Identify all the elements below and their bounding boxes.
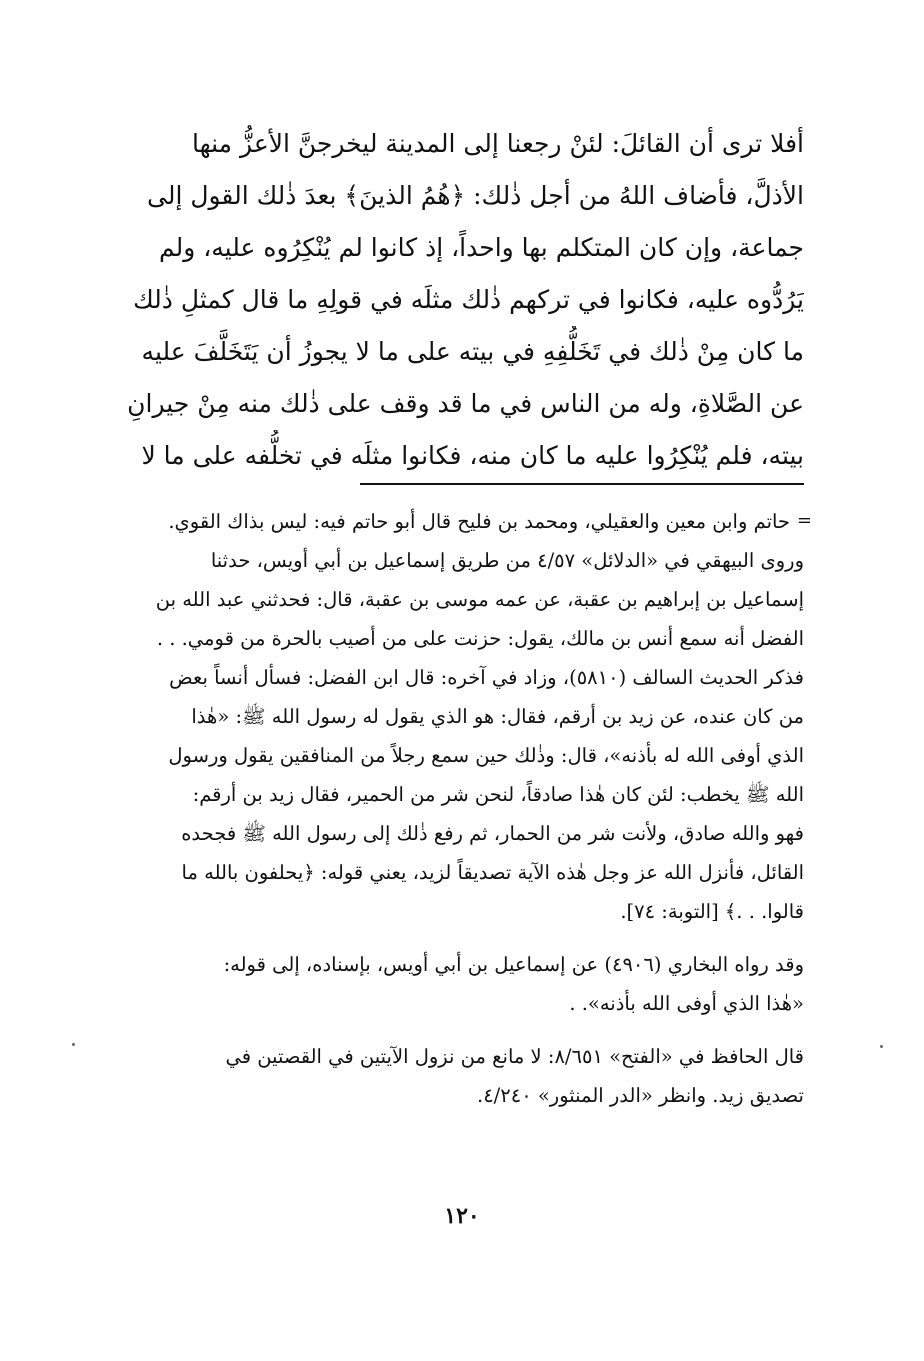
footnote-line: القائل، فأنزل الله عز وجل هٰذه الآية تصديقاً لزيد، يعني قوله: ﴿يحلفون بالله ما xyxy=(181,861,804,884)
footnote-line: إسماعيل بن إبراهيم بن عقبة، عن عمه موسى بن عقبة، قال: فحدثني عبد الله بن xyxy=(155,588,804,611)
footnote-line: قال الحافظ في «الفتح» ٨/٦٥١: لا مانع من نزول الآيتين في القصتين في xyxy=(225,1045,804,1068)
footnote-line: وقد رواه البخاري (٤٩٠٦) عن إسماعيل بن أبي أويس، بإسناده، إلى قوله: xyxy=(223,953,804,976)
footnote-line: الله ﷺ يخطب: لئن كان هٰذا صادقاً، لنحن شر من الحمير، فقال زيد بن أرقم: xyxy=(192,783,804,806)
main-line: يَرُدُّوه عليه، فكانوا في تركهم ذٰلك مثلَه في قولِهِ ما قال كمثلِ ذٰلك xyxy=(133,285,804,314)
main-line: عن الصَّلاةِ، وله من الناس في ما قد وقف على ذٰلك منه مِنْ جيرانِ xyxy=(127,389,804,418)
footnote-line: «هٰذا الذي أوفى الله بأذنه». . xyxy=(569,992,804,1015)
footnote-line: فهو والله صادق، ولأنت شر من الحمار، ثم رفع ذٰلك إلى رسول الله ﷺ فجحده xyxy=(181,822,804,845)
footnote-line: حاتم وابن معين والعقيلي، ومحمد بن فليح قال أبو حاتم فيه: ليس بذاك القوي. xyxy=(168,510,790,533)
footnote-line: وروى البيهقي في «الدلائل» ٤/٥٧ من طريق إسماعيل بن أبي أويس، حدثنا xyxy=(210,549,804,572)
footnote-line: فذكر الحديث السالف (٥٨١٠)، وزاد في آخره: قال ابن الفضل: فسأل أنساً بعض xyxy=(169,666,804,689)
main-text xyxy=(118,118,804,482)
footnote-line: من كان عنده، عن زيد بن أرقم، فقال: هو الذي يقول له رسول الله ﷺ: «هٰذا xyxy=(191,705,804,728)
main-line: جماعة، وإن كان المتكلم بها واحداً، إذ كانوا لم يُنْكِرُوه عليه، ولم xyxy=(158,233,804,262)
page-number: ١٢٠ xyxy=(444,1203,480,1229)
main-line: ما كان مِنْ ذٰلك في تَخَلُّفِهِ في بيته على ما لا يجوزُ أن يَتَخَلَّفَ عليه xyxy=(141,337,804,366)
footnote-line: الفضل أنه سمع أنس بن مالك، يقول: حزنت على من أصيب بالحرة من قومي. . . xyxy=(156,627,804,650)
footnote-line: الذي أوفى الله له بأذنه»، قال: وذٰلك حين سمع رجلاً من المنافقين يقول ورسول xyxy=(168,744,804,767)
main-line: الأذلَّ، فأضاف اللهُ من أجل ذٰلك: ﴿هُمُ الذينَ﴾ بعدَ ذٰلك القول إلى xyxy=(147,181,804,210)
footnote-line: تصديق زيد. وانظر «الدر المنثور» ٤/٢٤٠. xyxy=(477,1084,804,1107)
footnote-separator xyxy=(360,483,804,485)
main-line: بيته، فلم يُنْكِرُوا عليه ما كان منه، فكانوا مثلَه في تخلُّفه على ما لا xyxy=(141,441,804,470)
scan-speck xyxy=(72,1043,75,1046)
footnote-line: قالوا. . .﴾ [التوبة: ٧٤]. xyxy=(620,900,804,923)
footnotes xyxy=(118,502,804,1115)
main-line: أفلا ترى أن القائلَ: لئنْ رجعنا إلى المدينة ليخرجنَّ الأعزُّ منها xyxy=(192,129,804,158)
scan-speck xyxy=(880,1045,883,1048)
footnote-continuation-marker: = xyxy=(796,510,812,531)
